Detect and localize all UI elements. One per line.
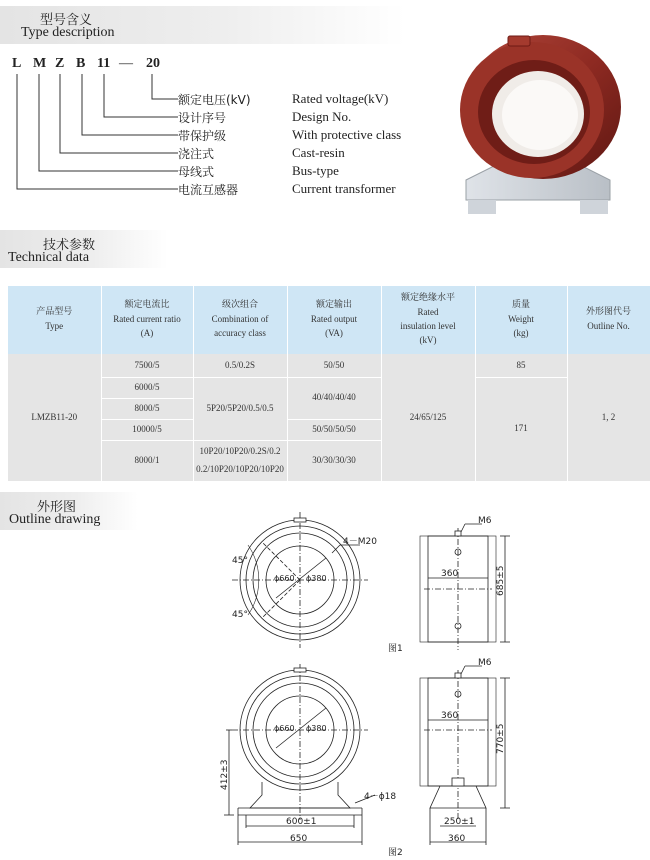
fig2-inner-dia: ϕ380 — [306, 724, 327, 733]
header-en: Type — [45, 321, 64, 331]
item-cn: 浇注式 — [178, 147, 215, 161]
code-letter: Z — [55, 56, 65, 71]
cell-ratio: 8000/1 — [101, 440, 193, 481]
fig1-label: 图1 — [388, 644, 403, 654]
header-cn: 产品型号 — [36, 307, 73, 318]
code-letter: 11 — [97, 56, 111, 71]
cell-ratio: 7500/5 — [101, 354, 193, 377]
fig2-thread: M6 — [478, 658, 492, 668]
fig1-front-view — [232, 512, 368, 648]
header-en2: insulation level — [400, 321, 456, 331]
header-cn: 额定电流比 — [124, 300, 170, 311]
header-cn: 质量 — [511, 300, 530, 311]
header-en: Combination of — [211, 314, 269, 325]
fig1-width: 360 — [441, 569, 459, 579]
technical-data-title-cn: 技术参数 — [43, 238, 96, 253]
fig2-hole-span: 600±1 — [286, 817, 317, 827]
header-en: Rated current ratio — [113, 314, 181, 325]
fig1-bolt-label: 4－M20 — [343, 537, 377, 547]
header-unit: (VA) — [325, 327, 343, 338]
cell-weight: 171 — [475, 377, 567, 481]
item-en: Current transformer — [292, 181, 396, 196]
outline-drawing-title-en: Outline drawing — [9, 512, 101, 527]
cell-class-line: 10P20/10P20/0.2S/0.2 — [199, 446, 281, 457]
fig1-angle-bottom: 45° — [232, 610, 248, 620]
fig2-center-height: 412±3 — [220, 759, 230, 790]
item-en: Cast-resin — [292, 145, 345, 160]
code-letter: M — [33, 56, 47, 71]
fig1-inner-dia: ϕ380 — [306, 574, 327, 583]
item-en: Design No. — [292, 109, 352, 124]
fig2-label: 图2 — [388, 848, 403, 858]
item-cn: 电流互感器 — [178, 183, 239, 197]
cell-insulation: 24/65/125 — [381, 354, 475, 481]
fig2-outer-dia: ϕ660 — [274, 724, 295, 733]
header-cn: 额定输出 — [315, 300, 352, 311]
cell-output: 30/30/30/30 — [287, 440, 381, 481]
fig1-angle-top: 45° — [232, 556, 248, 566]
item-en: Bus-type — [292, 163, 339, 178]
fig1-height: 685±5 — [496, 565, 506, 596]
fig2-base-width: 650 — [290, 834, 308, 844]
header-en: Rated output — [310, 314, 358, 325]
fig2-holes: 4－ϕ18 — [364, 792, 397, 802]
outline-drawing-title-cn: 外形图 — [37, 500, 77, 515]
cell-output: 50/50 — [287, 354, 381, 377]
item-cn: 设计序号 — [178, 111, 227, 125]
code-letter: 20 — [146, 56, 160, 71]
header-unit: (kV) — [419, 334, 437, 345]
fig2-base-depth: 360 — [448, 834, 466, 844]
header-cn: 级次组合 — [221, 300, 258, 311]
header-en: Rated — [417, 307, 439, 318]
header-cn: 额定绝缘水平 — [400, 293, 455, 304]
item-en: With protective class — [292, 127, 402, 142]
header-cn: 外形图代号 — [585, 307, 631, 318]
cell-ratio: 6000/5 — [101, 377, 193, 398]
header-unit: (A) — [140, 327, 154, 338]
cell-weight: 85 — [475, 354, 567, 377]
fig1-outer-dia: ϕ660 — [274, 574, 295, 583]
cell-type: LMZB11-20 — [8, 354, 101, 481]
item-cn: 额定电压(kV) — [178, 93, 251, 107]
cell-output: 50/50/50/50 — [287, 419, 381, 440]
code-dash: — — [119, 56, 133, 71]
item-en: Rated voltage(kV) — [292, 91, 389, 106]
cell-ratio: 10000/5 — [101, 419, 193, 440]
cell-output: 40/40/40/40 — [287, 377, 381, 419]
code-letter: L — [12, 56, 22, 71]
cell-class-line: 0.2/10P20/10P20/10P20 — [196, 463, 284, 474]
fig2-height: 770±5 — [496, 723, 506, 754]
code-letter: B — [76, 56, 86, 71]
type-description-title-en: Type description — [21, 25, 115, 40]
cell-class: 0.5/0.2S — [193, 354, 287, 377]
cell-outline: 1, 2 — [567, 354, 650, 481]
fig1-thread: M6 — [478, 516, 492, 526]
item-cn: 母线式 — [178, 165, 215, 179]
cell-class: 5P20/5P20/0.5/0.5 — [193, 377, 287, 440]
header-unit: accuracy class — [214, 327, 266, 338]
cell-ratio: 8000/5 — [101, 398, 193, 419]
header-en: Outline No. — [587, 321, 630, 331]
technical-data-title-en: Technical data — [8, 250, 90, 265]
header-en: Weight — [508, 314, 534, 325]
type-description-title-cn: 型号含义 — [40, 13, 93, 28]
item-cn: 带保护级 — [178, 129, 227, 143]
header-unit: (kg) — [513, 327, 529, 338]
fig2-width: 360 — [441, 711, 459, 721]
fig2-foot-span: 250±1 — [444, 817, 475, 827]
